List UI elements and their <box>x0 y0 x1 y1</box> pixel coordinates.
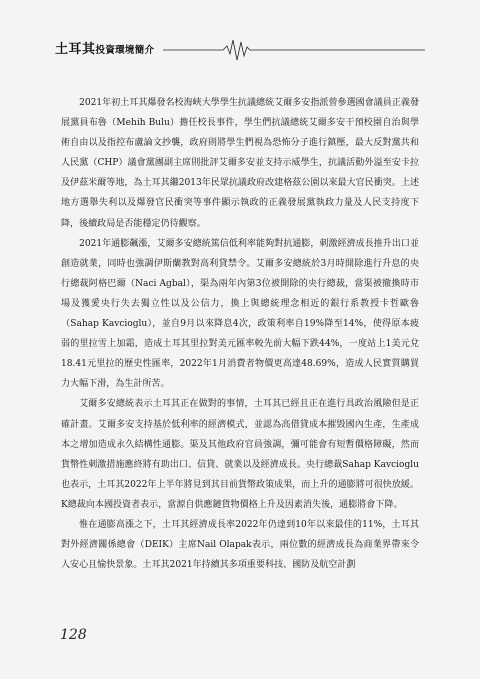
paragraph-4: 惟在通膨高漲之下，土耳其經濟成長率2022年仍達到10年以來最佳的11%，土耳其對外經濟關係總會（DEIK）主席Nail Olapak表示，兩位數的經濟成長為商業界帶來令人安心且愉快景象。土耳其2021年持續其多項重要科技、國防及航空計劃 <box>61 519 419 571</box>
header-wave-rule <box>163 36 425 64</box>
header-title-main: 土耳其 <box>55 42 96 57</box>
paragraph-2: 2021年通膨飆漲，艾爾多安總統篤信低利率能夠對抗通膨，刺激經濟成長推升出口並創造就業，同時也強調伊斯蘭教對高利貸禁令。艾爾多安總統於3月時開除進行升息的央行總裁阿格巴爾（Naci Agbal），渠為兩年內第3位被開除的央行總裁，當渠被撤換時市場及獲愛央行失去獨立性以及公信力，換上與總統理念相近的銀行系教授卡哲歐魯（Sahap Kavcioglu），並自9月以來降息4次，政策利率自19%降至14%，使得原本疲弱的里拉雪上加霜，造成土耳其里拉對美元匯率較先前大幅下跌44%，一度站上1美元兌18.41元里拉的歷史性匯率，2022年1月消費者物價更高達48.69%，造成人民實質購買力大幅下滑，為生計所苦。 <box>61 238 419 390</box>
paragraph-1: 2021年初土耳其爆發名校海峽大學學生抗議總統艾爾多安指派曾參選國會議員正義發展黨員布魯（Mehih Bulu）擔任校長事件，學生們抗議總統艾爾多安干預校園自治與學術自由以及指控布盧論文抄襲，政府則將學生們視為恐怖分子進行鎮壓，最大反對黨共和人民黨（CHP）議會黨團副主席則批評艾爾多安並支持示威學生，抗議活動外溢至安卡拉及伊茲米爾等地，為土耳其繼2013年民眾抗議政府改建格茲公園以來最大官民衝突。上述地方選舉失利以及爆發官民衝突等事件顯示執政的正義發展黨執政力量及人民支持度下降，後續政局是否能穩定仍待觀察。 <box>61 98 419 229</box>
header-title-sub: 投資環境簡介 <box>95 45 155 56</box>
article-body <box>61 93 419 575</box>
paragraph-3: 艾爾多安總統表示土耳其正在做對的事情，土耳其已經且正在進行具政治風險但是正確計畫。艾爾多安支持基於低利率的經濟模式，並認為高借貸成本摧毀國內生產，生產成本之增加造成永久結構性通膨。渠及其他政府官員強調，彌可能會有短暫價格障礙，然而貨幣性刺激措施應終將有助出口、信貸、就業以及經濟成長。央行總裁Sahap Kavcioglu也表示，土耳其2022年上半年將見到其目前貨幣政策成果，而上升的通膨將可很快放緩。K總裁向本國投資者表示，當源自供應鏈貨物價格上升及因素消失後，通膨將會下降。 <box>61 399 419 510</box>
running-header <box>55 36 425 64</box>
header-title <box>55 38 154 57</box>
page-number: 128 <box>60 627 87 643</box>
